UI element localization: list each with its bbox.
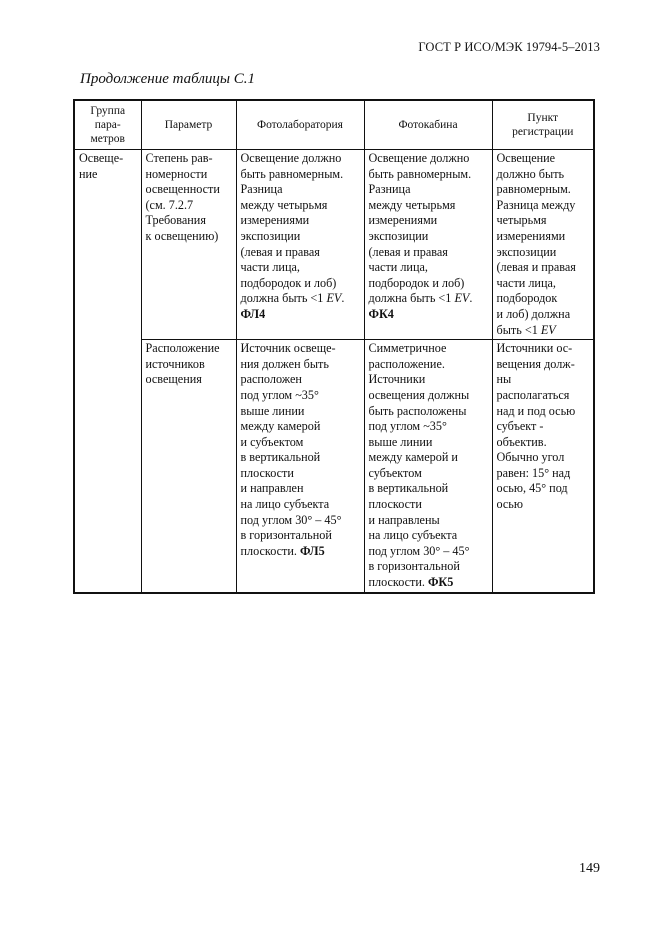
group-cell: Освеще- ние	[74, 150, 141, 593]
header-photobooth: Фотокабина	[364, 100, 492, 150]
photolab-cell: Освещение должно быть равномерным. Разница между четырьмя измерениями экспозиции (левая и правая части лица, подбородок и лоб) должна быть <1 EV. ФЛ4	[236, 150, 364, 340]
photobooth-cell: Симметричное расположение. Источники освещения должны быть расположены под углом ~35° выше линии между камерой и субъектом в вертикальной плоскости и направлены на лицо субъекта под углом 30° – 45° в горизонтальной плоскости. ФК5	[364, 340, 492, 593]
parameter-cell: Расположение источников освещения	[141, 340, 236, 593]
page-number: 149	[579, 861, 600, 876]
table-row	[74, 340, 594, 593]
requirement-code: ФК5	[427, 575, 454, 590]
document-header: ГОСТ Р ИСО/МЭК 19794-5–2013	[418, 40, 600, 54]
requirement-code: ФЛ5	[299, 543, 325, 558]
parameters-table	[73, 99, 595, 594]
header-registration-point: Пункт регистрации	[492, 100, 594, 150]
table-caption: Продолжение таблицы С.1	[80, 71, 256, 87]
requirement-code: ФК4	[368, 306, 394, 321]
table-header-row	[74, 100, 594, 150]
parameter-cell: Степень рав- номерности освещенности (см. 7.2.7 Требования к освещению)	[141, 150, 236, 340]
header-group: Группа пара- метров	[74, 100, 141, 150]
header-parameter: Параметр	[141, 100, 236, 150]
table-row	[74, 150, 594, 340]
photobooth-cell: Освещение должно быть равномерным. Разница между четырьмя измерениями экспозиции (левая и правая части лица, подбородок и лоб) должна быть <1 EV. ФК4	[364, 150, 492, 340]
registration-cell: Источники ос- вещения долж- ны располагаться над и под осью субъект - объектив. Обычно угол равен: 15° над осью, 45° под осью	[492, 340, 594, 593]
header-photolab: Фотолаборатория	[236, 100, 364, 150]
photolab-cell: Источник освеще- ния должен быть расположен под углом ~35° выше линии между камерой и субъектом в вертикальной плоскости и направлен на лицо субъекта под углом 30° – 45° в горизонтальной плоскости. ФЛ5	[236, 340, 364, 593]
registration-cell: Освещение должно быть равномерным. Разница между четырьмя измерениями экспозиции (левая и правая части лица, подбородок и лоб) должна быть <1 EV	[492, 150, 594, 340]
requirement-code: ФЛ4	[240, 306, 266, 321]
